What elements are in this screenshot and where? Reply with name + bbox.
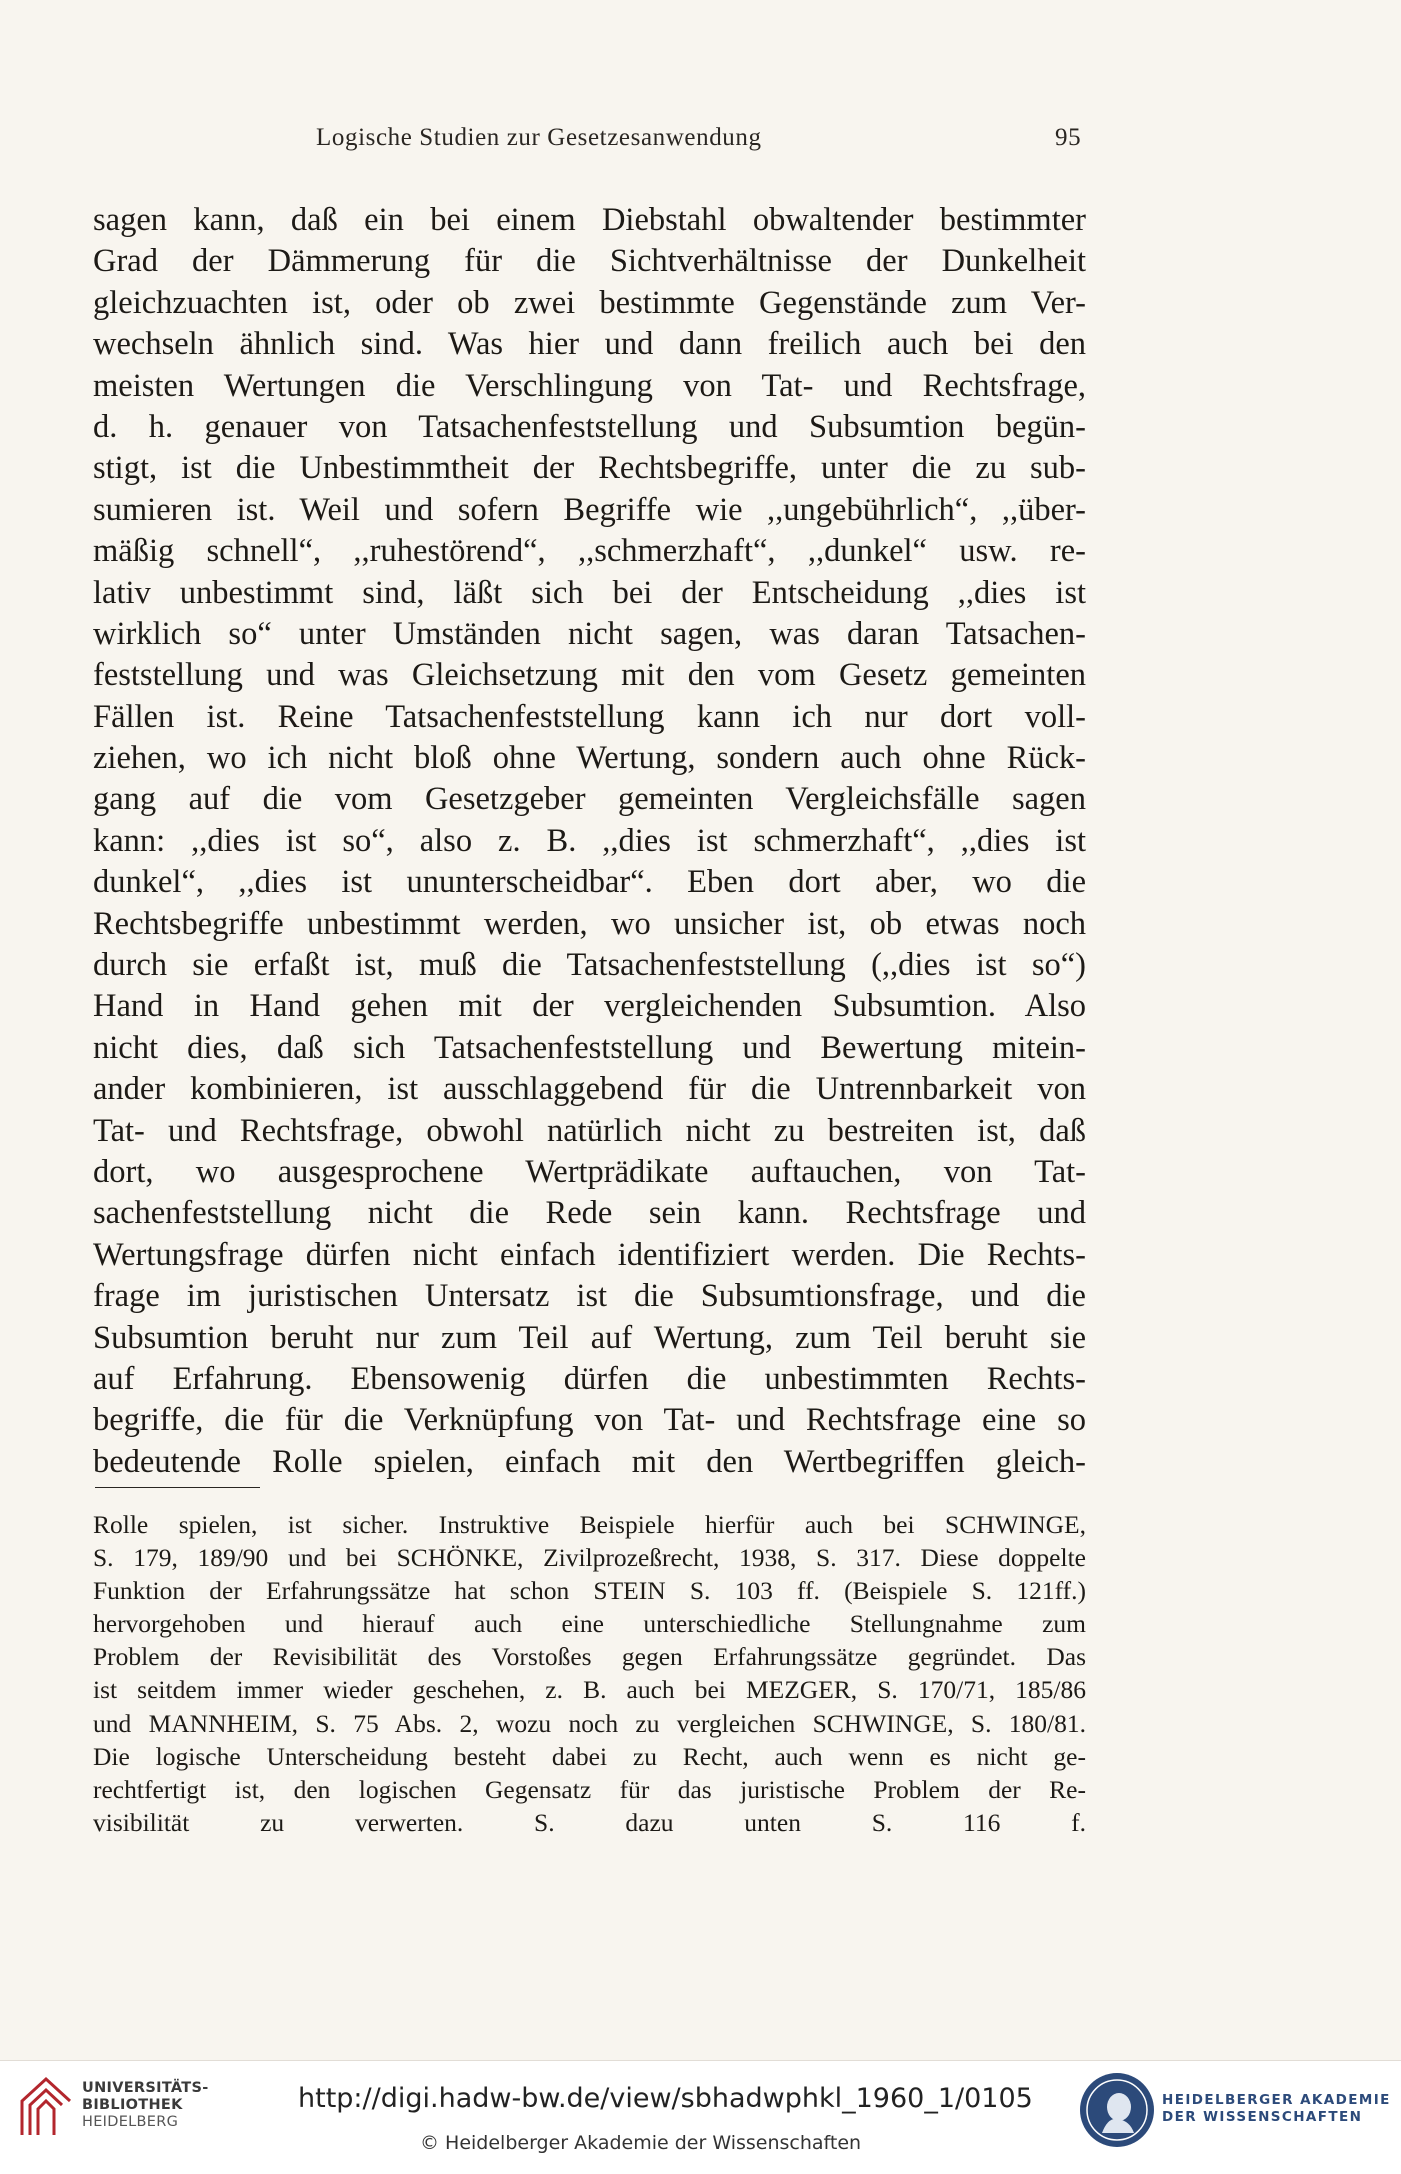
- footer-bar: [0, 2060, 1401, 2174]
- text-line: auf Erfahrung. Ebensowenig dürfen die unbestimmten Rechts-: [93, 1360, 1086, 1397]
- text-line: Rechtsbegriffe unbestimmt werden, wo unsicher ist, ob etwas noch: [93, 905, 1086, 942]
- text-line: wechseln ähnlich sind. Was hier und dann freilich auch bei den: [93, 326, 1086, 363]
- text-line: nicht dies, daß sich Tatsachenfeststellung und Bewertung mitein-: [93, 1029, 1086, 1066]
- university-library-logo-icon: [16, 2073, 76, 2143]
- university-library-name: UNIVERSITÄTS- BIBLIOTHEK HEIDELBERG: [82, 2080, 209, 2130]
- footnote-line: hervorgehoben und hierauf auch eine unterschiedliche Stellungnahme zum: [93, 1609, 1086, 1639]
- footnote-text: [93, 1508, 1086, 1839]
- text-line: feststellung und was Gleichsetzung mit den vom Gesetz gemeinten: [93, 657, 1086, 694]
- text-line: d. h. genauer von Tatsachenfeststellung und Subsumtion begün-: [93, 408, 1086, 445]
- footnote-line: Funktion der Erfahrungssätze hat schon STEIN S. 103 ff. (Beispiele S. 121ff.): [93, 1576, 1086, 1606]
- text-line: Wertungsfrage dürfen nicht einfach identifiziert werden. Die Rechts-: [93, 1236, 1086, 1273]
- text-line: frage im juristischen Untersatz ist die Subsumtionsfrage, und die: [93, 1278, 1086, 1315]
- text-line: dort, wo ausgesprochene Wertprädikate auftauchen, von Tat-: [93, 1153, 1086, 1190]
- text-line: gang auf die vom Gesetzgeber gemeinten Vergleichsfälle sagen: [93, 781, 1086, 818]
- footnote-line: Rolle spielen, ist sicher. Instruktive Beispiele hierfür auch bei SCHWINGE,: [93, 1510, 1086, 1539]
- text-line: ziehen, wo ich nicht bloß ohne Wertung, sondern auch ohne Rück-: [93, 740, 1086, 777]
- copyright-notice: © Heidelberger Akademie der Wissenschaften: [420, 2132, 862, 2154]
- text-line: dunkel“, ,,dies ist ununterscheidbar“. Eben dort aber, wo die: [93, 864, 1086, 901]
- text-line: stigt, ist die Unbestimmtheit der Rechtsbegriffe, unter die zu sub-: [93, 450, 1086, 487]
- text-line: sumieren ist. Weil und sofern Begriffe wie ,,ungebührlich“, ,,über-: [93, 491, 1086, 528]
- text-line: ander kombinieren, ist ausschlaggebend für die Untrennbarkeit von: [93, 1071, 1086, 1108]
- text-line: mäßig schnell“, ,,ruhestörend“, ,,schmerzhaft“, ,,dunkel“ usw. re-: [93, 533, 1086, 570]
- footnote-line: ist seitdem immer wieder geschehen, z. B. auch bei MEZGER, S. 170/71, 185/86: [93, 1675, 1086, 1705]
- running-title: Logische Studien zur Gesetzesanwendung: [316, 124, 762, 151]
- body-text: [93, 200, 1086, 1483]
- footnote-line: rechtfertigt ist, den logischen Gegensatz für das juristische Problem der Re-: [93, 1774, 1086, 1804]
- text-line: lativ unbestimmt sind, läßt sich bei der Entscheidung ,,dies ist: [93, 574, 1086, 611]
- text-line: Grad der Dämmerung für die Sichtverhältnisse der Dunkelheit: [93, 243, 1086, 280]
- text-line: begriffe, die für die Verknüpfung von Tat- und Rechtsfrage eine so: [93, 1402, 1086, 1439]
- academy-name: HEIDELBERGER AKADEMIE DER WISSENSCHAFTEN: [1162, 2092, 1391, 2125]
- footnote-line: S. 179, 189/90 und bei SCHÖNKE, Zivilprozeßrecht, 1938, S. 317. Diese doppelte: [93, 1543, 1086, 1573]
- permalink-url[interactable]: http://digi.hadw-bw.de/view/sbhadwphkl_1960_1/0105: [298, 2083, 1033, 2114]
- text-line: sachenfeststellung nicht die Rede sein kann. Rechtsfrage und: [93, 1195, 1086, 1232]
- footnote-line: und MANNHEIM, S. 75 Abs. 2, wozu noch zu vergleichen SCHWINGE, S. 180/81.: [93, 1708, 1086, 1738]
- text-line: Tat- und Rechtsfrage, obwohl natürlich nicht zu bestreiten ist, daß: [93, 1112, 1086, 1149]
- page-number: 95: [1055, 124, 1082, 151]
- text-line: meisten Wertungen die Verschlingung von Tat- und Rechtsfrage,: [93, 367, 1086, 404]
- academy-seal-icon: [1078, 2071, 1156, 2149]
- text-line: gleichzuachten ist, oder ob zwei bestimmte Gegenstände zum Ver-: [93, 284, 1086, 321]
- running-head: [0, 124, 1401, 158]
- footnote-line: visibilität zu verwerten. S. dazu unten S. 116 f.: [93, 1807, 1086, 1837]
- text-line: kann: ,,dies ist so“, also z. B. ,,dies ist schmerzhaft“, ,,dies ist: [93, 822, 1086, 859]
- text-line: wirklich so“ unter Umständen nicht sagen, was daran Tatsachen-: [93, 615, 1086, 652]
- footnote-divider: [95, 1487, 260, 1488]
- footnote-line: Die logische Unterscheidung besteht dabei zu Recht, auch wenn es nicht ge-: [93, 1741, 1086, 1771]
- text-line: Subsumtion beruht nur zum Teil auf Wertung, zum Teil beruht sie: [93, 1319, 1086, 1356]
- text-line: Fällen ist. Reine Tatsachenfeststellung kann ich nur dort voll-: [93, 698, 1086, 735]
- text-line: durch sie erfaßt ist, muß die Tatsachenfeststellung (,,dies ist so“): [93, 947, 1086, 984]
- text-line: Hand in Hand gehen mit der vergleichenden Subsumtion. Also: [93, 988, 1086, 1025]
- text-line: bedeutende Rolle spielen, einfach mit den Wertbegriffen gleich-: [93, 1443, 1086, 1480]
- footnote-line: Problem der Revisibilität des Vorstoßes gegen Erfahrungssätze gegründet. Das: [93, 1642, 1086, 1672]
- text-line: sagen kann, daß ein bei einem Diebstahl obwaltender bestimmter: [93, 202, 1086, 238]
